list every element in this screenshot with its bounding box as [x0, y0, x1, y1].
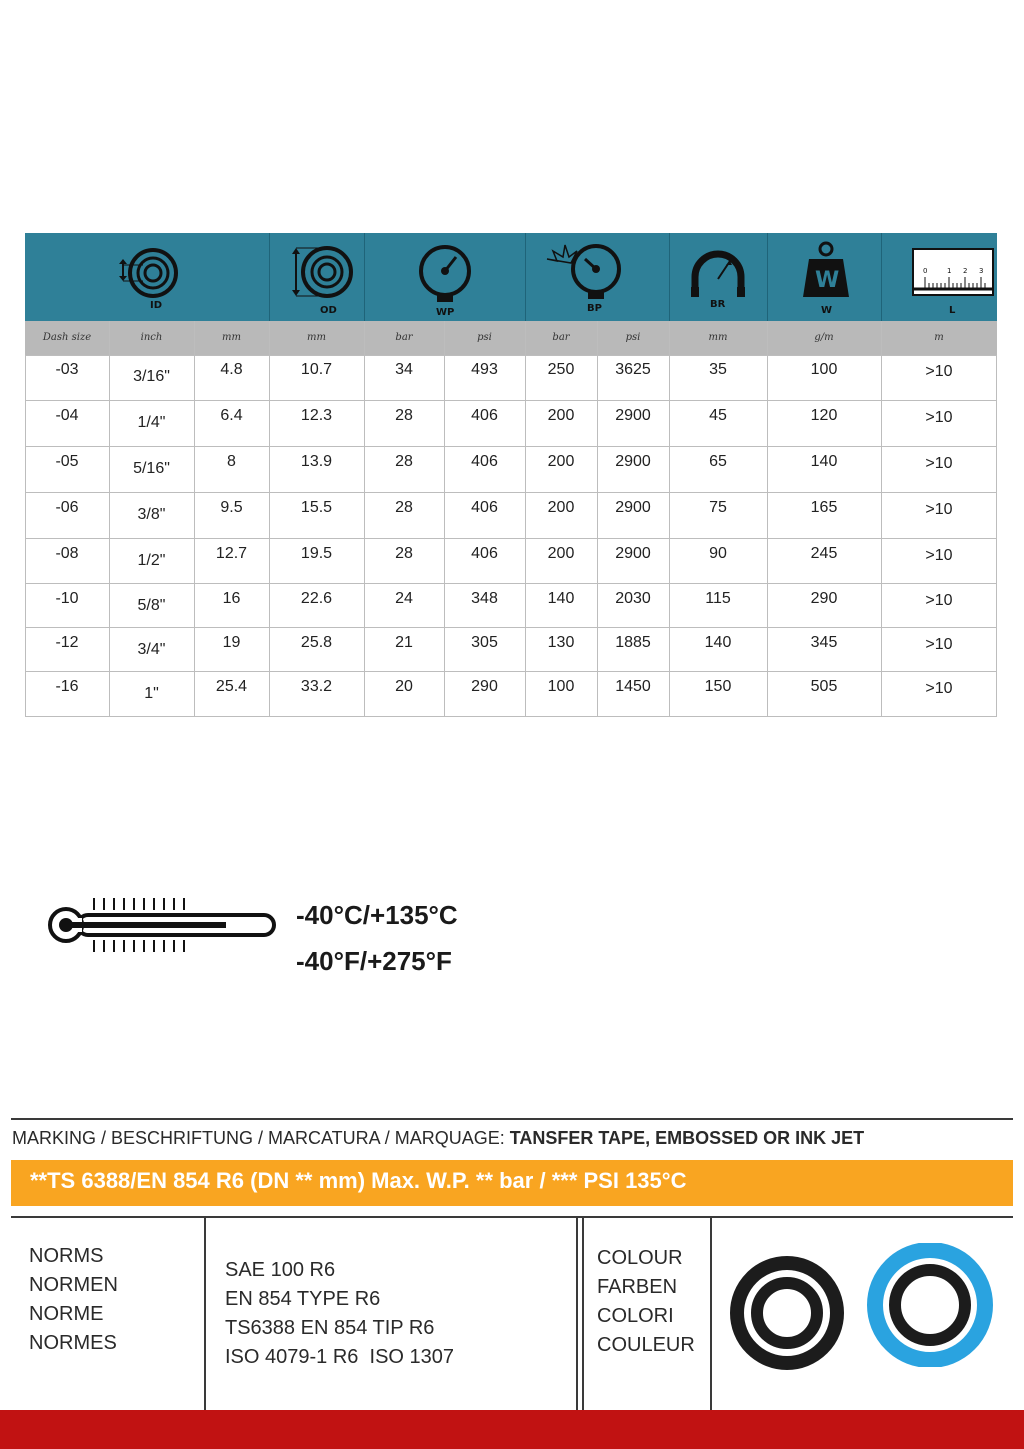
- table-cell: 3/4": [137, 641, 166, 658]
- colour-label: COLORI: [597, 1305, 674, 1327]
- table-column-divider: [364, 321, 365, 717]
- table-cell: 28: [395, 407, 413, 424]
- table-cell: 5/16": [133, 460, 170, 477]
- table-cell: 200: [547, 407, 575, 424]
- bend-radius-icon: [683, 239, 753, 319]
- table-cell: 16: [222, 590, 241, 607]
- table-cell: 9.5: [220, 499, 243, 516]
- table-cell: -06: [55, 499, 79, 516]
- marking-label: MARKING / BESCHRIFTUNG / MARCATURA / MARQUAGE:: [12, 1128, 505, 1148]
- table-cell: 245: [810, 545, 838, 562]
- id-icon: [113, 239, 183, 311]
- table-cell: 100: [810, 361, 838, 378]
- table-cell: -10: [55, 590, 79, 607]
- unit-inch: inch: [140, 332, 163, 343]
- blue-hose-swatch: [862, 1243, 998, 1371]
- table-cell: 165: [810, 499, 838, 516]
- unit-wp-psi: psi: [477, 332, 492, 343]
- ruler-tick-label: 2: [963, 267, 968, 275]
- table-cell: 12.7: [215, 545, 248, 562]
- table-cell: 140: [704, 634, 732, 651]
- unit-dash-size: Dash size: [42, 332, 92, 343]
- table-cell: -05: [55, 453, 79, 470]
- table-cell: >10: [925, 547, 953, 564]
- bp-gauge-icon: [541, 239, 631, 319]
- black-hose-swatch: [728, 1254, 846, 1376]
- table-row-divider: [25, 538, 997, 539]
- norm-value: ISO 4079-1 R6 ISO 1307: [225, 1346, 455, 1368]
- norm-value: SAE 100 R6: [225, 1259, 336, 1281]
- svg-text:L: L: [949, 305, 956, 316]
- table-cell: 21: [395, 634, 413, 651]
- table-cell: 20: [395, 678, 413, 695]
- table-column-divider: [269, 321, 270, 717]
- unit-id-mm: mm: [222, 332, 241, 343]
- unit-bp-bar: bar: [552, 332, 570, 343]
- table-cell: 35: [709, 361, 727, 378]
- table-column-divider: [194, 321, 195, 717]
- table-column-divider: [669, 321, 670, 717]
- spec-table: [25, 233, 997, 717]
- divider: [576, 1218, 578, 1410]
- colour-label: COULEUR: [597, 1334, 695, 1356]
- table-cell: 200: [547, 499, 575, 516]
- unit-bp-psi: psi: [625, 332, 641, 343]
- marking-text: **TS 6388/EN 854 R6 (DN ** mm) Max. W.P. ** bar / *** PSI 135°C: [30, 1168, 687, 1193]
- table-cell: 4.8: [220, 361, 243, 378]
- svg-text:ID: ID: [150, 300, 163, 311]
- table-cell: 45: [709, 407, 727, 424]
- table-cell: 493: [471, 361, 498, 378]
- table-cell: 1885: [615, 634, 651, 651]
- table-cell: 290: [810, 590, 838, 607]
- ruler-icon: [911, 239, 997, 319]
- table-row-divider: [25, 492, 997, 493]
- table-cell: 348: [471, 590, 498, 607]
- table-cell: >10: [925, 363, 953, 380]
- temperature-celsius: -40°C/+135°C: [296, 900, 458, 930]
- ruler-tick-label: 1: [947, 267, 952, 275]
- table-cell: 1/4": [137, 414, 166, 431]
- divider: [204, 1218, 206, 1410]
- table-cell: >10: [925, 680, 953, 697]
- svg-text:W: W: [815, 268, 840, 293]
- table-cell: 25.4: [215, 678, 248, 695]
- norm-value: EN 854 TYPE R6: [225, 1288, 381, 1310]
- table-cell: >10: [925, 409, 953, 426]
- table-cell: 406: [471, 545, 498, 562]
- norms-label: NORME: [29, 1303, 104, 1325]
- table-cell: 2900: [615, 407, 651, 424]
- table-cell: 140: [547, 590, 575, 607]
- table-cell: 2900: [615, 499, 651, 516]
- table-cell: -04: [55, 407, 79, 424]
- table-cell: 10.7: [300, 361, 333, 378]
- table-cell: 3625: [615, 361, 651, 378]
- svg-text:BP: BP: [587, 303, 602, 314]
- table-cell: 1450: [615, 678, 651, 695]
- table-cell: 3/16": [133, 368, 170, 385]
- table-cell: -03: [55, 361, 79, 378]
- unit-length: m: [934, 332, 944, 343]
- table-cell: 28: [395, 499, 413, 516]
- weight-icon: [791, 239, 861, 319]
- table-column-divider: [767, 321, 768, 717]
- table-cell: 28: [395, 453, 413, 470]
- table-row-divider: [25, 400, 997, 401]
- footer-bar: [0, 1410, 1024, 1449]
- table-cell: 8: [227, 453, 236, 470]
- table-cell: 19.5: [300, 545, 333, 562]
- norms-label: NORMES: [29, 1332, 117, 1354]
- table-cell: 150: [704, 678, 732, 695]
- ruler-tick-label: 0: [923, 267, 928, 275]
- table-cell: 19: [222, 634, 241, 651]
- table-cell: 345: [810, 634, 838, 651]
- table-cell: 2030: [615, 590, 651, 607]
- wp-gauge-icon: [410, 239, 480, 319]
- table-cell: 15.5: [300, 499, 333, 516]
- table-cell: 406: [471, 499, 498, 516]
- table-cell: 28: [395, 545, 413, 562]
- table-cell: -12: [55, 634, 79, 651]
- table-cell: 22.6: [300, 590, 333, 607]
- norms-labels: [29, 1242, 118, 1358]
- ruler-tick-label: 3: [979, 267, 984, 275]
- svg-text:W: W: [821, 305, 833, 316]
- table-cell: -16: [55, 678, 79, 695]
- divider: [11, 1216, 1013, 1218]
- table-cell: >10: [925, 455, 953, 472]
- marking-line: [12, 1128, 864, 1149]
- divider: [710, 1218, 712, 1410]
- table-cell: 6.4: [220, 407, 243, 424]
- table-cell: 250: [547, 361, 575, 378]
- unit-od-mm: mm: [307, 332, 326, 343]
- norms-label: NORMS: [29, 1245, 104, 1267]
- table-cell: 33.2: [300, 678, 333, 695]
- colour-label: COLOUR: [597, 1247, 683, 1269]
- table-column-divider: [525, 321, 526, 717]
- od-icon: [287, 239, 357, 317]
- svg-text:OD: OD: [320, 305, 337, 316]
- unit-br-mm: mm: [708, 332, 728, 343]
- table-cell: 13.9: [300, 453, 333, 470]
- table-cell: 1/2": [137, 552, 166, 569]
- table-cell: >10: [925, 636, 953, 653]
- table-cell: 25.8: [300, 634, 333, 651]
- table-cell: 75: [709, 499, 727, 516]
- table-cell: 305: [471, 634, 498, 651]
- table-cell: 2900: [615, 545, 651, 562]
- marking-method: TANSFER TAPE, EMBOSSED OR INK JET: [509, 1128, 865, 1148]
- table-cell: 200: [547, 545, 575, 562]
- table-cell: 406: [471, 407, 498, 424]
- norm-value: TS6388 EN 854 TIP R6: [225, 1317, 435, 1339]
- table-cell: 5/8": [137, 597, 166, 614]
- thermometer-icon: [46, 894, 280, 960]
- table-cell: 130: [547, 634, 575, 651]
- svg-text:WP: WP: [436, 307, 455, 318]
- table-column-divider: [597, 321, 598, 717]
- table-cell: 140: [810, 453, 838, 470]
- table-cell: 115: [705, 590, 731, 607]
- table-cell: 34: [395, 361, 413, 378]
- divider: [11, 1118, 1013, 1120]
- table-cell: >10: [925, 592, 953, 609]
- table-column-divider: [444, 321, 445, 717]
- norms-label: NORMEN: [29, 1274, 118, 1296]
- norms-values: [225, 1256, 454, 1372]
- table-cell: 65: [709, 453, 727, 470]
- temperature-fahrenheit: -40°F/+275°F: [296, 946, 452, 976]
- table-cell: -08: [55, 545, 79, 562]
- table-row-divider: [25, 446, 997, 447]
- colour-labels: [597, 1244, 695, 1360]
- unit-weight: g/m: [814, 332, 834, 343]
- colour-label: FARBEN: [597, 1276, 678, 1298]
- table-cell: 505: [810, 678, 838, 695]
- table-cell: 3/8": [137, 506, 166, 523]
- table-cell: 406: [471, 453, 498, 470]
- table-row-divider: [25, 671, 997, 672]
- table-cell: 12.3: [300, 407, 333, 424]
- svg-text:BR: BR: [710, 299, 726, 310]
- table-cell: 24: [395, 590, 413, 607]
- table-cell: >10: [925, 501, 953, 518]
- table-cell: 90: [709, 545, 727, 562]
- table-row-divider: [25, 583, 997, 584]
- table-cell: 2900: [615, 453, 651, 470]
- table-cell: 290: [471, 678, 498, 695]
- unit-wp-bar: bar: [395, 332, 413, 343]
- table-cell: 120: [810, 407, 838, 424]
- divider: [582, 1218, 584, 1410]
- table-cell: 200: [547, 453, 575, 470]
- table-cell: 1": [144, 685, 159, 702]
- table-cell: 100: [547, 678, 575, 695]
- table-row-divider: [25, 627, 997, 628]
